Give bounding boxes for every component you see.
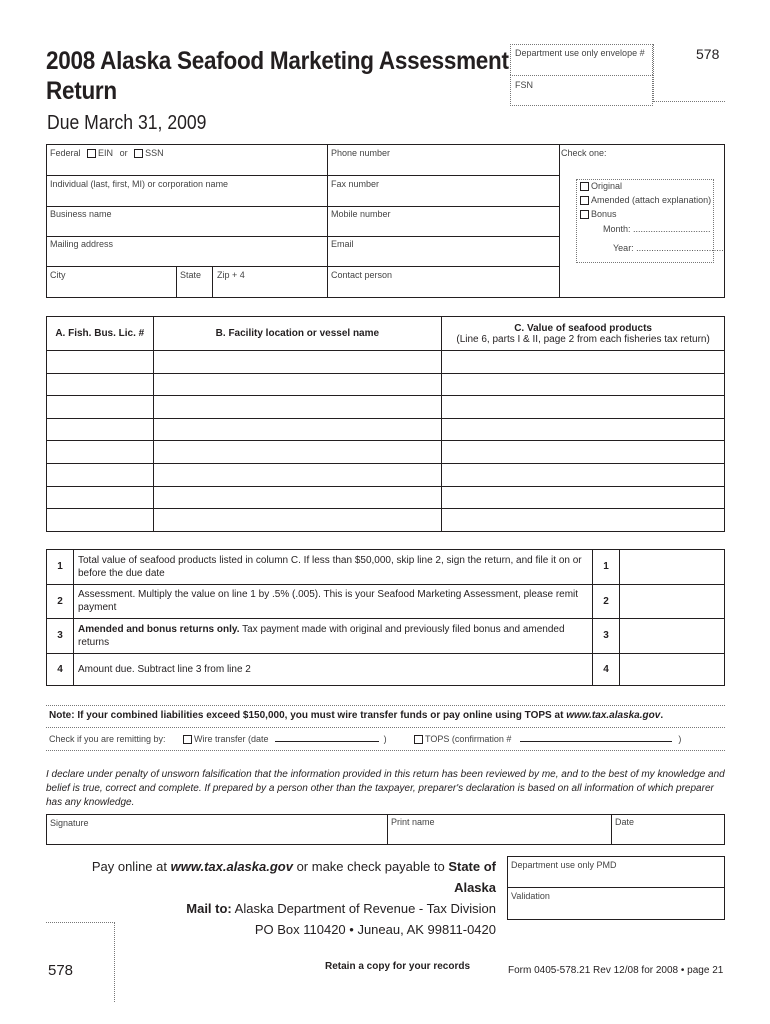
phone-field[interactable]: Phone number — [331, 148, 391, 158]
col-a-cell[interactable] — [47, 486, 154, 509]
col-a-cell[interactable] — [47, 396, 154, 419]
col-b-cell[interactable] — [153, 373, 442, 396]
line-row — [47, 653, 725, 685]
line-number: 4 — [47, 653, 74, 685]
table-row — [47, 418, 725, 441]
tops-option[interactable] — [414, 734, 681, 744]
line-text: Tax payment made with original and previously filed bonus and amended returns — [78, 623, 565, 648]
footer-form-number: 578 — [48, 962, 74, 979]
contact-person-field[interactable]: Contact person — [331, 270, 393, 280]
col-b-cell[interactable] — [153, 486, 442, 509]
signature-field[interactable]: Signature — [50, 818, 89, 828]
federal-label: Federal — [50, 148, 81, 158]
form-id-text: Form 0405-578.21 Rev 12/08 for 2008 • page 21 — [508, 965, 724, 976]
col-a-cell[interactable] — [47, 509, 154, 532]
month-field[interactable]: Month: ............................... — [603, 224, 711, 234]
line-amount-field[interactable] — [620, 584, 725, 619]
business-name-field[interactable]: Business name — [50, 209, 112, 219]
pmd-label: Department use only PMD — [511, 860, 617, 870]
mail-to-label: Mail to: — [186, 901, 232, 916]
bonus-option[interactable] — [580, 209, 617, 219]
table-row — [47, 396, 725, 419]
note-section — [46, 705, 725, 751]
col-c-cell[interactable] — [442, 509, 725, 532]
line-text: Assessment. Multiply the value on line 1 by .5% (.005). This is your Seafood Marketing Assessment, please remit payment — [78, 589, 579, 614]
line-number: 2 — [47, 584, 74, 619]
federal-id-field[interactable] — [50, 148, 164, 158]
fax-field[interactable]: Fax number — [331, 179, 380, 189]
line-number-right: 1 — [593, 550, 620, 585]
col-b-cell[interactable] — [153, 418, 442, 441]
table-header-row — [47, 317, 725, 351]
address-line-1: Alaska Department of Revenue - Tax Division — [231, 901, 496, 916]
col-c-cell[interactable] — [442, 486, 725, 509]
col-a-cell[interactable] — [47, 351, 154, 374]
col-b-cell[interactable] — [153, 463, 442, 486]
col-c-cell[interactable] — [442, 418, 725, 441]
table-row — [47, 486, 725, 509]
line-number: 1 — [47, 550, 74, 585]
or-label: or — [119, 148, 128, 158]
bonus-checkbox[interactable] — [580, 210, 589, 219]
address-line-2: PO Box 110420 • Juneau, AK 99811-0420 — [254, 922, 496, 937]
or-check-text: or make check payable to — [292, 859, 449, 874]
declaration-text: I declare under penalty of unsworn falsification that the information provided in this return has been reviewed by me, and to the best of my knowledge and belief is true, correct and complete. If prepared by a person other than the taxpayer, preparer's declaration is based on all information of which preparer has any knowledge. — [46, 769, 725, 808]
col-b-cell[interactable] — [153, 396, 442, 419]
fisheries-table — [46, 316, 725, 532]
bonus-label: Bonus — [591, 209, 617, 219]
col-c-cell[interactable] — [442, 351, 725, 374]
table-row — [47, 463, 725, 486]
col-b-cell[interactable] — [153, 441, 442, 464]
name-field[interactable]: Individual (last, first, MI) or corporation name — [50, 179, 229, 189]
page-title — [46, 46, 509, 106]
line-row — [47, 584, 725, 619]
computation-lines — [46, 549, 725, 686]
pay-online-line — [66, 856, 496, 898]
amended-label: Amended (attach explanation) — [591, 195, 712, 205]
retain-copy-text: Retain a copy for your records — [325, 961, 471, 972]
note-main: Note: If your combined liabilities exceed $150,000, you must wire transfer funds or pay online using TOPS at — [49, 710, 567, 721]
payment-info — [66, 856, 496, 940]
note-end: . — [660, 710, 664, 721]
taxpayer-info-block — [46, 144, 725, 298]
line-row — [47, 550, 725, 585]
line-number-right: 4 — [593, 653, 620, 685]
table-row — [47, 351, 725, 374]
col-a-cell[interactable] — [47, 463, 154, 486]
wire-checkbox[interactable] — [183, 735, 192, 744]
amended-checkbox[interactable] — [580, 196, 589, 205]
original-option[interactable] — [580, 181, 622, 191]
col-a-cell[interactable] — [47, 441, 154, 464]
col-c-cell[interactable] — [442, 396, 725, 419]
line-description — [74, 653, 593, 685]
zip-field[interactable]: Zip + 4 — [217, 270, 245, 280]
pay-online-text: Pay online at — [91, 859, 171, 874]
line-amount-field[interactable] — [620, 619, 725, 654]
validation-label: Validation — [511, 891, 550, 901]
line-text: Total value of seafood products listed in column C. If less than $50,000, skip line 2, sign the return, and file it on or before the due date — [78, 554, 582, 579]
table-row — [47, 509, 725, 532]
col-c-header — [442, 317, 725, 351]
lines-body — [47, 550, 725, 686]
table-row — [47, 373, 725, 396]
original-checkbox[interactable] — [580, 182, 589, 191]
year-field[interactable]: Year: ................................... — [613, 243, 724, 253]
line-amount-field[interactable] — [620, 653, 725, 685]
city-field[interactable]: City — [50, 270, 66, 280]
pay-online-url[interactable]: www.tax.alaska.gov — [170, 859, 293, 874]
date-field[interactable]: Date — [615, 817, 635, 827]
note-url[interactable]: www.tax.alaska.gov — [566, 710, 661, 721]
print-name-field[interactable]: Print name — [391, 817, 435, 827]
fsn-label: FSN — [515, 80, 533, 90]
col-c-cell[interactable] — [442, 463, 725, 486]
payee: State of Alaska — [448, 859, 496, 895]
col-c-cell[interactable] — [442, 373, 725, 396]
dept-envelope-label: Department use only envelope # — [515, 48, 645, 58]
wire-transfer-option[interactable] — [183, 734, 387, 744]
line-row — [47, 619, 725, 654]
col-c-subtitle: (Line 6, parts I & II, page 2 from each fisheries tax return) — [456, 333, 710, 345]
col-a-header: A. Fish. Bus. Lic. # — [47, 317, 154, 351]
dept-pmd-box — [507, 856, 725, 920]
due-date: Due March 31, 2009 — [47, 112, 207, 134]
state-field[interactable]: State — [180, 270, 202, 280]
ein-label: EIN — [98, 148, 114, 158]
ein-checkbox[interactable] — [87, 149, 96, 158]
line-description — [74, 584, 593, 619]
line-description — [74, 619, 593, 654]
amended-option[interactable] — [580, 195, 711, 205]
col-c-title: C. Value of seafood products — [514, 322, 652, 334]
dept-envelope-box[interactable] — [510, 44, 653, 106]
wire-label: Wire transfer (date — [194, 734, 269, 744]
tops-confirmation-field[interactable] — [520, 741, 672, 742]
remit-label: Check if you are remitting by: — [49, 734, 166, 744]
email-field[interactable]: Email — [331, 239, 354, 249]
wire-close-paren: ) — [383, 734, 387, 744]
col-a-cell[interactable] — [47, 418, 154, 441]
mail-to-line — [66, 898, 496, 919]
ssn-checkbox[interactable] — [134, 149, 143, 158]
tops-label: TOPS (confirmation # — [425, 734, 512, 744]
col-b-cell[interactable] — [153, 351, 442, 374]
line-number-right: 3 — [593, 619, 620, 654]
line-description — [74, 550, 593, 585]
signature-block — [46, 814, 725, 845]
form-number-top: 578 — [696, 46, 720, 62]
ssn-label: SSN — [145, 148, 164, 158]
col-c-cell[interactable] — [442, 441, 725, 464]
mobile-field[interactable]: Mobile number — [331, 209, 391, 219]
col-b-header: B. Facility location or vessel name — [153, 317, 442, 351]
table-body — [47, 351, 725, 532]
title-line-2: Return — [46, 77, 117, 105]
line-amount-field[interactable] — [620, 550, 725, 585]
note-text — [49, 710, 663, 721]
col-a-cell[interactable] — [47, 373, 154, 396]
line-number: 3 — [47, 619, 74, 654]
tops-checkbox[interactable] — [414, 735, 423, 744]
title-line-1: 2008 Alaska Seafood Marketing Assessment — [46, 47, 509, 75]
line-number-right: 2 — [593, 584, 620, 619]
line-text: Amount due. Subtract line 3 from line 2 — [78, 663, 251, 675]
check-one-label: Check one: — [561, 148, 607, 158]
original-label: Original — [591, 181, 623, 191]
tops-close-paren: ) — [678, 734, 682, 744]
mailing-address-field[interactable]: Mailing address — [50, 239, 114, 249]
table-row — [47, 441, 725, 464]
col-b-cell[interactable] — [153, 509, 442, 532]
wire-date-field[interactable] — [275, 741, 379, 742]
line-bold-text: Amended and bonus returns only. — [78, 623, 240, 635]
